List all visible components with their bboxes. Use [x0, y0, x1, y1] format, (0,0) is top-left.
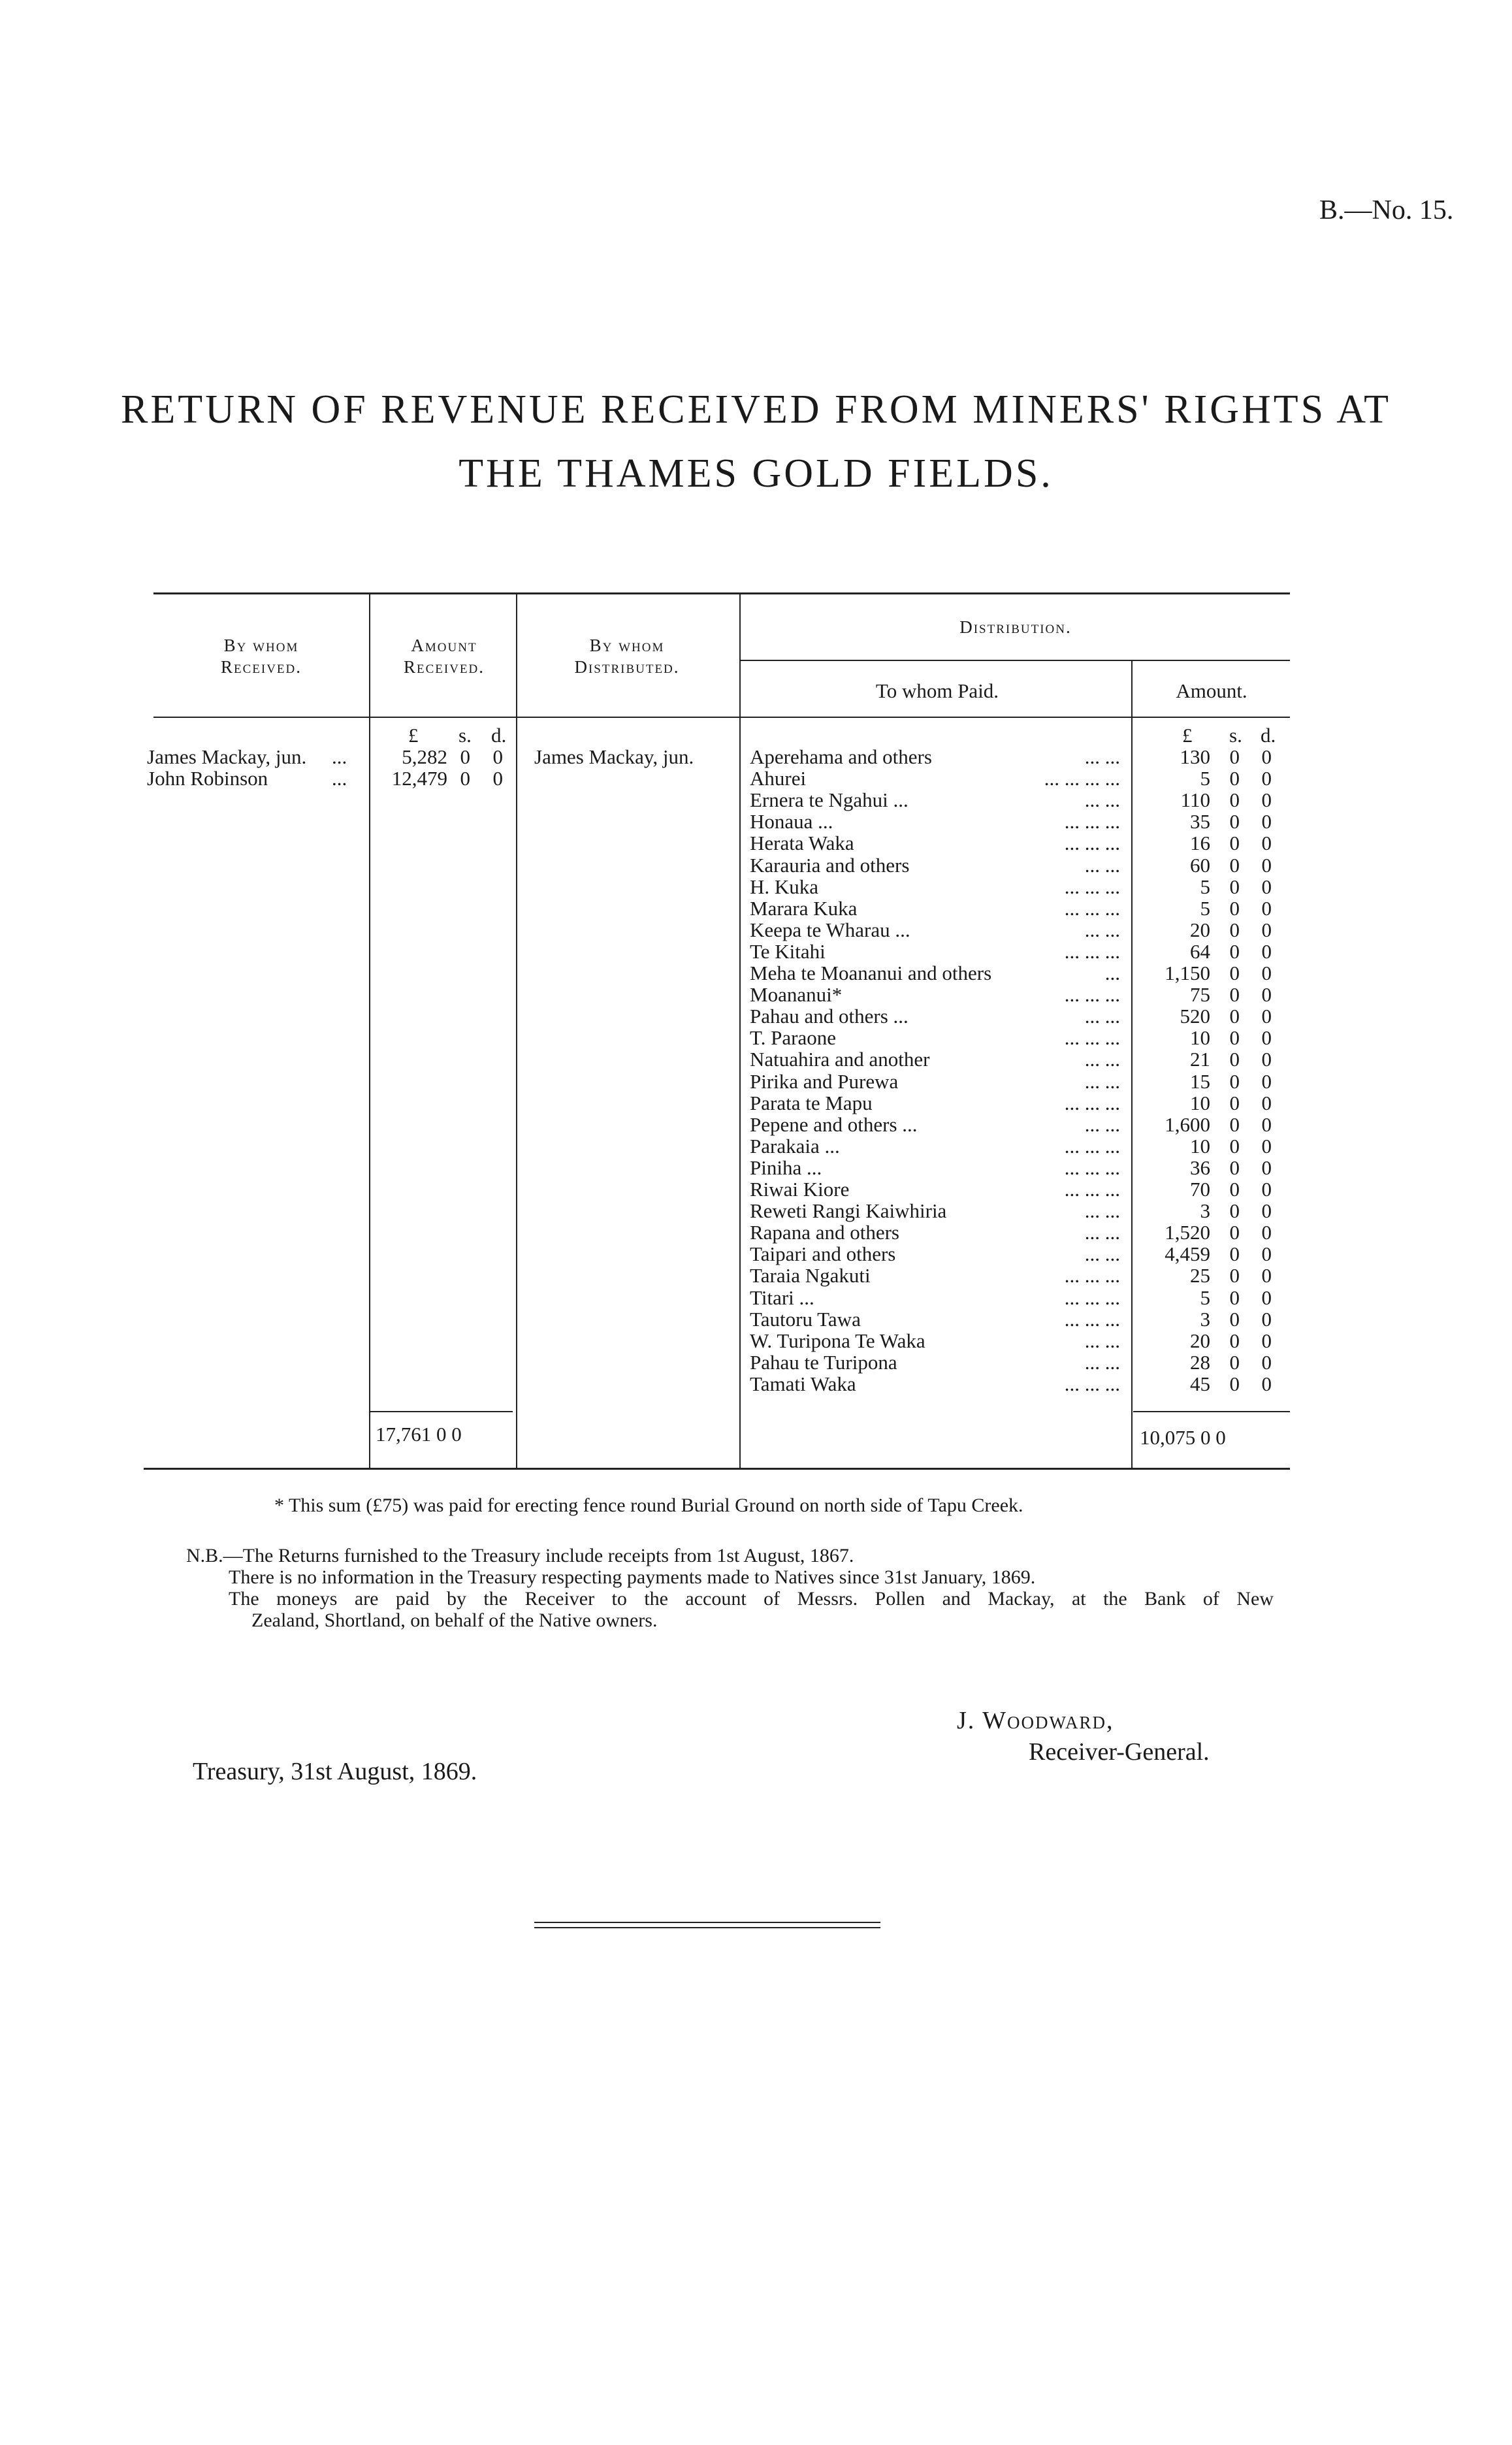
column-rule-3	[739, 594, 741, 1468]
payment-pence: 0	[1261, 875, 1272, 898]
payment-dots: ... ...	[1084, 1329, 1120, 1352]
payment-dots: ... ... ...	[1064, 1135, 1120, 1158]
payment-name: Piniha ...	[750, 1156, 822, 1179]
payment-dots: ... ...	[1084, 745, 1120, 768]
payment-shillings: 0	[1229, 1113, 1240, 1136]
payment-pence: 0	[1261, 1070, 1272, 1093]
payment-shillings: 0	[1229, 810, 1240, 833]
payment-pence: 0	[1261, 832, 1272, 854]
payment-dots: ... ...	[1084, 1199, 1120, 1222]
received-pounds: 12,479	[391, 767, 447, 790]
payment-dots: ... ... ...	[1064, 1286, 1120, 1309]
payment-name: H. Kuka	[750, 875, 819, 898]
column-rule-1	[369, 594, 370, 1468]
payment-dots: ... ...	[1084, 788, 1120, 811]
place-and-date: Treasury, 31st August, 1869.	[193, 1758, 477, 1785]
header-amount: Amount.	[1176, 679, 1247, 702]
header-by-whom-received: By whom Received.	[220, 636, 302, 677]
payment-shillings: 0	[1229, 1329, 1240, 1352]
payment-name: W. Turipona Te Waka	[750, 1329, 925, 1352]
note-line-3: The moneys are paid by the Receiver to the account of Messrs. Pollen and Mackay, at the Bank of New	[229, 1588, 1274, 1610]
payment-shillings: 0	[1229, 962, 1240, 984]
distribution-divider-rule	[739, 660, 1290, 661]
payment-pence: 0	[1261, 1351, 1272, 1374]
payment-pounds: 5	[1200, 897, 1210, 920]
payment-shillings: 0	[1229, 1264, 1240, 1287]
payment-shillings: 0	[1229, 1048, 1240, 1071]
closing-rule-upper	[534, 1922, 880, 1923]
received-shillings: 0	[460, 767, 470, 790]
payment-shillings: 0	[1229, 767, 1240, 790]
paid-pence-unit: d.	[1261, 724, 1276, 747]
payment-pence: 0	[1261, 1005, 1272, 1028]
payment-shillings: 0	[1229, 1199, 1240, 1222]
payment-name: Moananui*	[750, 983, 843, 1006]
header-to-whom-paid: To whom Paid.	[875, 679, 999, 702]
payment-pounds: 60	[1190, 854, 1210, 877]
payment-dots: ... ...	[1084, 1351, 1120, 1374]
payment-pounds: 10	[1190, 1092, 1210, 1114]
payment-pounds: 64	[1190, 940, 1210, 963]
payment-dots: ... ...	[1084, 1221, 1120, 1244]
payment-shillings: 0	[1229, 1372, 1240, 1395]
payment-shillings: 0	[1229, 983, 1240, 1006]
note-line-4: Zealand, Shortland, on behalf of the Native owners.	[251, 1610, 658, 1631]
payment-pounds: 10	[1190, 1026, 1210, 1049]
payment-dots: ... ... ...	[1064, 1372, 1120, 1395]
received-name: John Robinson	[147, 767, 268, 790]
payment-shillings: 0	[1229, 1308, 1240, 1331]
payment-name: Rapana and others	[750, 1221, 899, 1244]
payment-name: Titari ...	[750, 1286, 814, 1309]
payment-name: Keepa te Wharau ...	[750, 918, 910, 941]
table-header-rule	[153, 717, 1290, 718]
header-amount-received: Amount Received.	[403, 636, 485, 677]
header-distribution: Distribution.	[959, 617, 1072, 637]
payment-dots: ... ... ...	[1064, 1092, 1120, 1114]
payment-name: Ahurei	[750, 767, 807, 790]
payment-shillings: 0	[1229, 854, 1240, 877]
payment-name: Parata te Mapu	[750, 1092, 873, 1114]
payment-pounds: 70	[1190, 1178, 1210, 1201]
payment-name: Riwai Kiore	[750, 1178, 850, 1201]
received-pence: 0	[492, 745, 503, 768]
payment-dots: ... ... ...	[1064, 832, 1120, 854]
payment-pence: 0	[1261, 1308, 1272, 1331]
payment-name: Taipari and others	[750, 1242, 896, 1265]
payment-dots: ... ...	[1084, 854, 1120, 877]
payment-name: Te Kitahi	[750, 940, 826, 963]
total-received: 17,761 0 0	[376, 1423, 462, 1446]
payment-shillings: 0	[1229, 1026, 1240, 1049]
table-bottom-rule	[144, 1468, 1290, 1470]
payment-pounds: 3	[1200, 1308, 1210, 1331]
payment-shillings: 0	[1229, 1005, 1240, 1028]
paid-shillings-unit: s.	[1229, 724, 1242, 747]
document-reference: B.—No. 15.	[1319, 195, 1454, 225]
payment-name: Aperehama and others	[750, 745, 932, 768]
payment-pounds: 130	[1180, 745, 1210, 768]
payment-name: Ernera te Ngahui ...	[750, 788, 909, 811]
payment-pence: 0	[1261, 1264, 1272, 1287]
payment-name: Karauria and others	[750, 854, 910, 877]
payment-name: Natuahira and another	[750, 1048, 930, 1071]
payment-shillings: 0	[1229, 1178, 1240, 1201]
payment-shillings: 0	[1229, 940, 1240, 963]
note-line-1: N.B.—The Returns furnished to the Treasury include receipts from 1st August, 1867.	[186, 1545, 854, 1566]
payment-name: Parakaia ...	[750, 1135, 840, 1158]
payment-pounds: 20	[1190, 1329, 1210, 1352]
payment-name: Pahau te Turipona	[750, 1351, 897, 1374]
payment-dots: ... ...	[1084, 1070, 1120, 1093]
payment-shillings: 0	[1229, 1286, 1240, 1309]
payment-dots: ... ...	[1084, 918, 1120, 941]
closing-rule-lower	[534, 1927, 880, 1928]
payment-dots: ... ...	[1084, 1005, 1120, 1028]
payment-dots: ... ... ...	[1064, 1156, 1120, 1179]
received-name: James Mackay, jun.	[147, 745, 307, 768]
payment-pence: 0	[1261, 1178, 1272, 1201]
payment-pence: 0	[1261, 983, 1272, 1006]
payment-pence: 0	[1261, 1026, 1272, 1049]
payment-pence: 0	[1261, 940, 1272, 963]
payment-dots: ... ... ...	[1064, 1178, 1120, 1201]
payment-pounds: 35	[1190, 810, 1210, 833]
payment-pence: 0	[1261, 1242, 1272, 1265]
column-rule-2	[516, 594, 517, 1468]
payment-name: T. Paraone	[750, 1026, 836, 1049]
payment-pence: 0	[1261, 1372, 1272, 1395]
payment-name: Pahau and others ...	[750, 1005, 909, 1028]
payment-shillings: 0	[1229, 1070, 1240, 1093]
payment-pounds: 110	[1180, 788, 1210, 811]
payment-name: Taraia Ngakuti	[750, 1264, 871, 1287]
payment-shillings: 0	[1229, 788, 1240, 811]
payment-dots: ... ... ...	[1064, 810, 1120, 833]
payment-pence: 0	[1261, 810, 1272, 833]
payment-name: Pepene and others ...	[750, 1113, 918, 1136]
payment-dots: ... ... ...	[1064, 940, 1120, 963]
payment-pounds: 5	[1200, 875, 1210, 898]
payment-pence: 0	[1261, 1113, 1272, 1136]
payment-shillings: 0	[1229, 1351, 1240, 1374]
paid-pounds-unit: £	[1182, 724, 1193, 747]
payment-dots: ... ... ...	[1064, 897, 1120, 920]
payment-pence: 0	[1261, 1048, 1272, 1071]
distributed-by-name: James Mackay, jun.	[534, 745, 694, 768]
payment-shillings: 0	[1229, 1221, 1240, 1244]
title-line-2: THE THAMES GOLD FIELDS.	[458, 451, 1054, 496]
payment-pounds: 5	[1200, 1286, 1210, 1309]
payment-pence: 0	[1261, 1156, 1272, 1179]
signature-name: J. Woodward,	[957, 1707, 1114, 1734]
received-pence-unit: d.	[491, 724, 507, 747]
payment-pounds: 3	[1200, 1199, 1210, 1222]
received-shillings: 0	[460, 745, 470, 768]
payment-pounds: 25	[1190, 1264, 1210, 1287]
payment-pounds: 1,600	[1165, 1113, 1210, 1136]
payment-pence: 0	[1261, 854, 1272, 877]
column-rule-4	[1131, 661, 1133, 1468]
payment-shillings: 0	[1229, 832, 1240, 854]
payment-shillings: 0	[1229, 918, 1240, 941]
payment-pence: 0	[1261, 918, 1272, 941]
payment-pounds: 28	[1190, 1351, 1210, 1374]
received-pence: 0	[492, 767, 503, 790]
payment-dots: ...	[1104, 962, 1120, 984]
payment-name: Pirika and Purewa	[750, 1070, 899, 1093]
payment-dots: ... ... ...	[1064, 875, 1120, 898]
title-line-1: RETURN OF REVENUE RECEIVED FROM MINERS' RIGHTS AT	[121, 387, 1391, 432]
payment-name: Tamati Waka	[750, 1372, 856, 1395]
payment-pence: 0	[1261, 1286, 1272, 1309]
header-by-whom-distributed: By whom Distributed.	[574, 636, 680, 677]
payment-pence: 0	[1261, 767, 1272, 790]
payment-pence: 0	[1261, 1329, 1272, 1352]
total-paid-rule	[1133, 1411, 1290, 1412]
payment-name: Marara Kuka	[750, 897, 858, 920]
payment-pounds: 520	[1180, 1005, 1210, 1028]
payment-name: Herata Waka	[750, 832, 854, 854]
payment-shillings: 0	[1229, 897, 1240, 920]
payment-shillings: 0	[1229, 745, 1240, 768]
payment-pounds: 21	[1190, 1048, 1210, 1071]
payment-pounds: 1,150	[1165, 962, 1210, 984]
payment-pounds: 75	[1190, 983, 1210, 1006]
payment-dots: ... ... ...	[1064, 1264, 1120, 1287]
payment-name: Reweti Rangi Kaiwhiria	[750, 1199, 947, 1222]
payment-pence: 0	[1261, 788, 1272, 811]
payment-pounds: 15	[1190, 1070, 1210, 1093]
payment-pence: 0	[1261, 745, 1272, 768]
payment-dots: ... ... ...	[1064, 983, 1120, 1006]
payment-dots: ... ...	[1084, 1048, 1120, 1071]
payment-pounds: 45	[1190, 1372, 1210, 1395]
payment-shillings: 0	[1229, 875, 1240, 898]
payment-shillings: 0	[1229, 1242, 1240, 1265]
payment-name: Honaua ...	[750, 810, 833, 833]
payment-pence: 0	[1261, 1092, 1272, 1114]
payment-pence: 0	[1261, 1221, 1272, 1244]
payment-pounds: 20	[1190, 918, 1210, 941]
payment-dots: ... ... ...	[1064, 1026, 1120, 1049]
received-shillings-unit: s.	[458, 724, 472, 747]
payment-pounds: 10	[1190, 1135, 1210, 1158]
payment-pence: 0	[1261, 962, 1272, 984]
total-received-rule	[369, 1411, 513, 1412]
payment-pounds: 4,459	[1165, 1242, 1210, 1265]
payment-dots: ... ...	[1084, 1242, 1120, 1265]
received-dots: ...	[332, 767, 347, 790]
note-line-2: There is no information in the Treasury respecting payments made to Natives since 31st January, 1869.	[229, 1566, 1036, 1588]
payment-name: Meha te Moananui and others	[750, 962, 992, 984]
payment-dots: ... ... ...	[1064, 1308, 1120, 1331]
payment-shillings: 0	[1229, 1156, 1240, 1179]
received-pounds: 5,282	[402, 745, 447, 768]
received-dots: ...	[332, 745, 347, 768]
table-top-rule	[153, 592, 1290, 594]
payment-pounds: 5	[1200, 767, 1210, 790]
payment-dots: ... ...	[1084, 1113, 1120, 1136]
signature-title: Receiver-General.	[1029, 1738, 1210, 1766]
payment-shillings: 0	[1229, 1135, 1240, 1158]
footnote: * This sum (£75) was paid for erecting fence round Burial Ground on north side of Tapu Creek.	[274, 1495, 1023, 1516]
payment-dots: ... ... ... ...	[1044, 767, 1120, 790]
payment-name: Tautoru Tawa	[750, 1308, 861, 1331]
received-pounds-unit: £	[408, 724, 419, 747]
payment-pence: 0	[1261, 1135, 1272, 1158]
payment-pence: 0	[1261, 897, 1272, 920]
payment-shillings: 0	[1229, 1092, 1240, 1114]
payment-pence: 0	[1261, 1199, 1272, 1222]
payment-pounds: 16	[1190, 832, 1210, 854]
total-paid: 10,075 0 0	[1140, 1426, 1226, 1449]
payment-pounds: 36	[1190, 1156, 1210, 1179]
payment-pounds: 1,520	[1165, 1221, 1210, 1244]
